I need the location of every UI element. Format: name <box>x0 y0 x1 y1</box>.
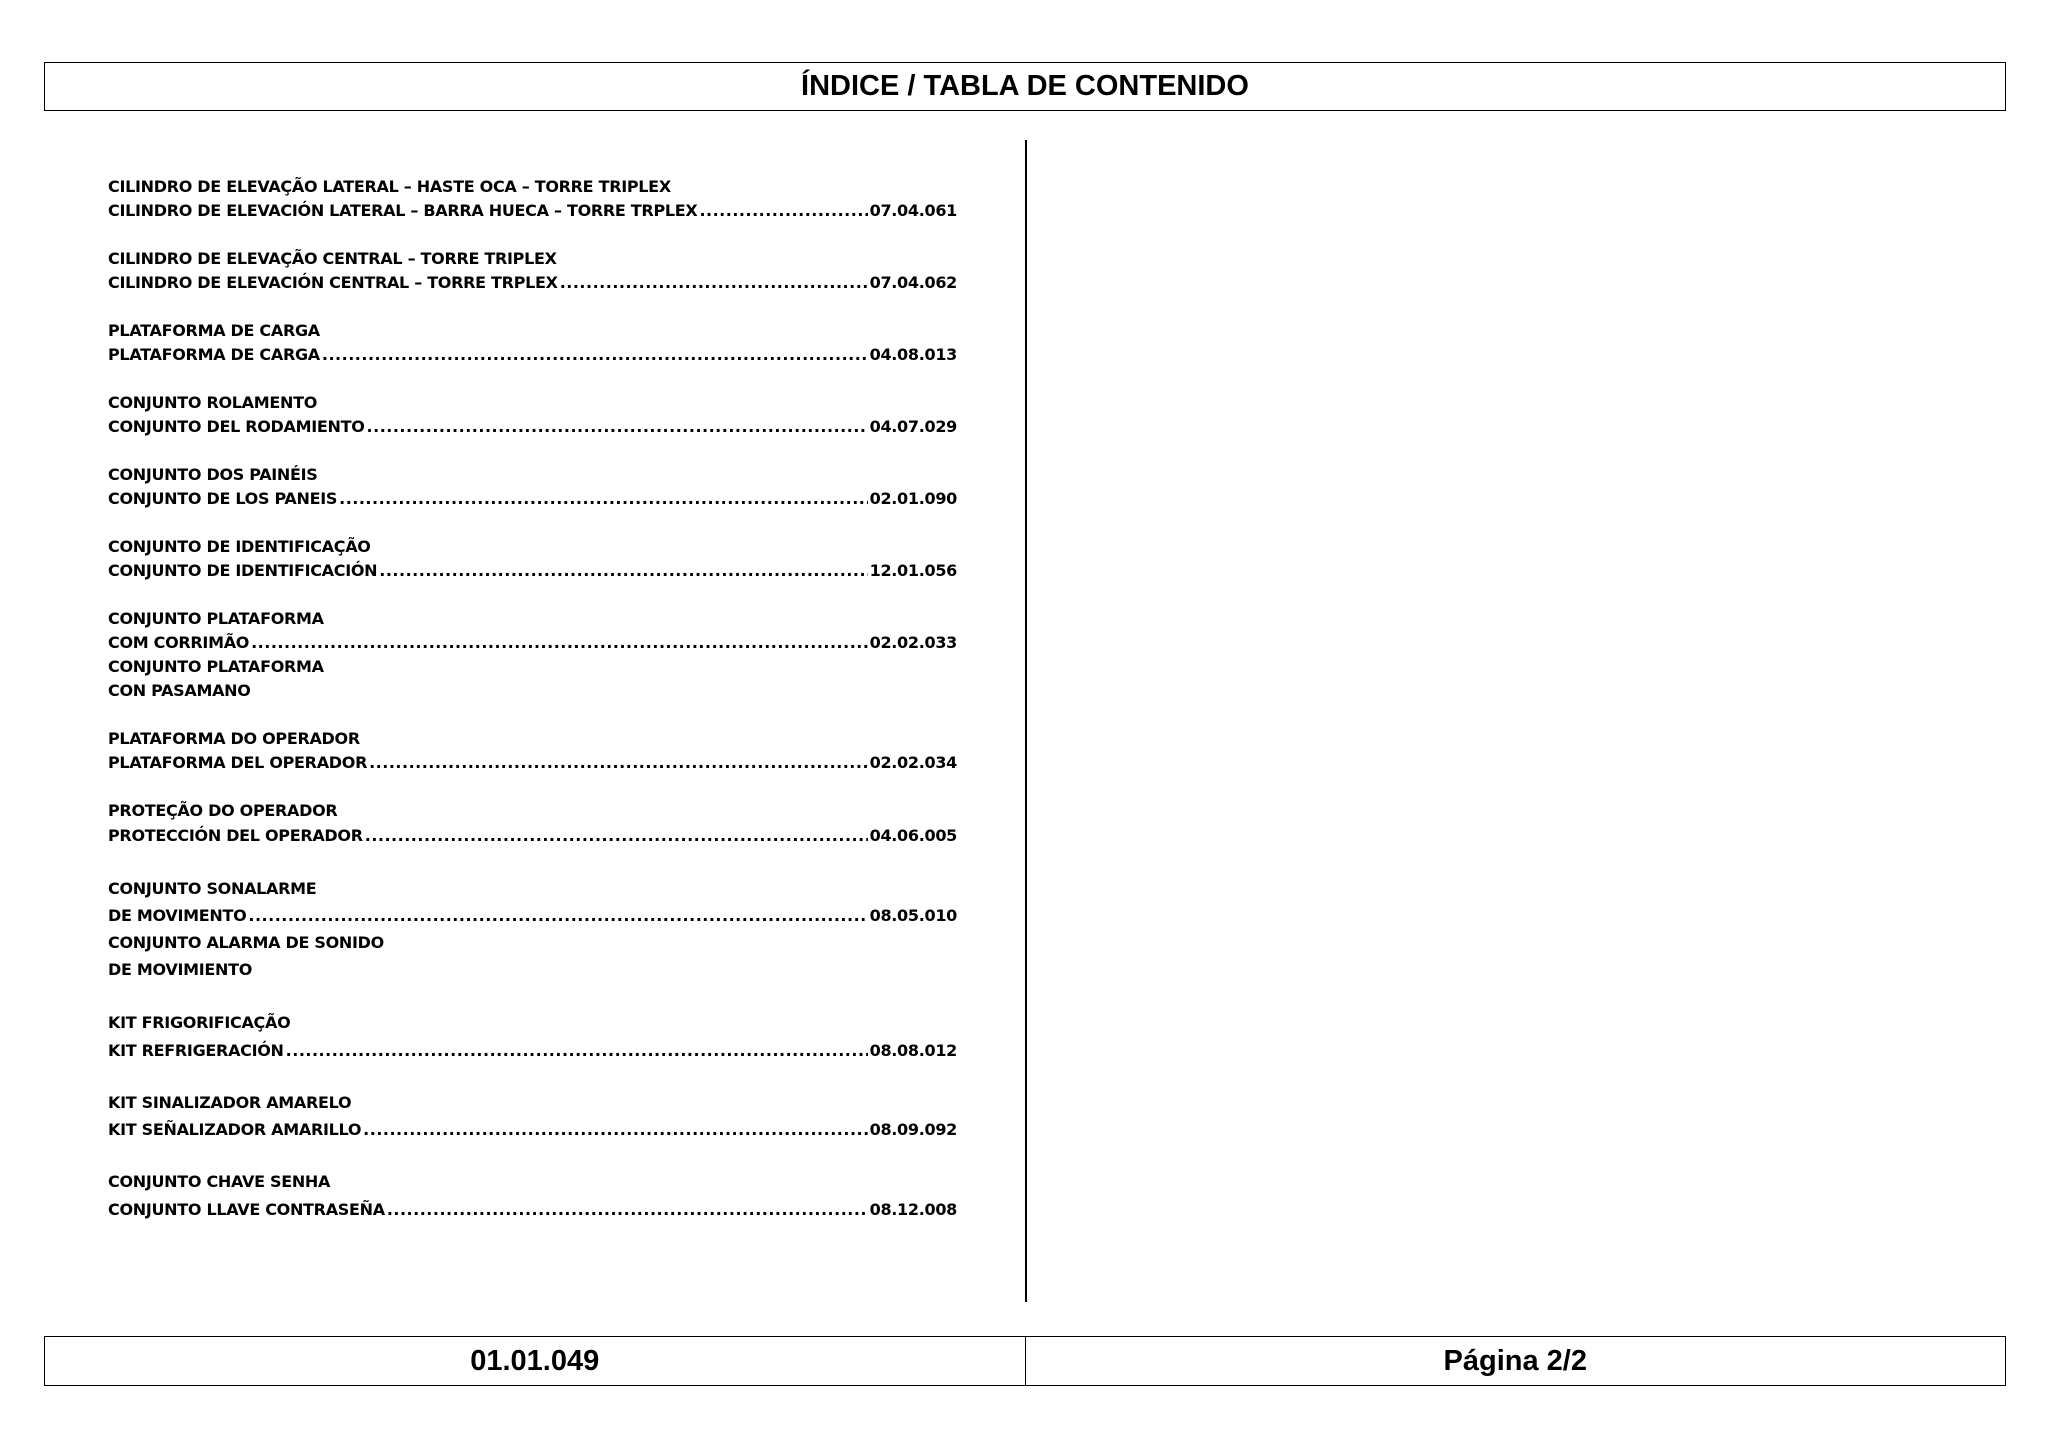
toc-entry-label: CONJUNTO ALARMA DE SONIDO <box>108 933 384 952</box>
toc-entry-code: 08.08.012 <box>869 1041 957 1060</box>
toc-entry-label: DE MOVIMIENTO <box>108 960 253 979</box>
toc-entry-code: 07.04.062 <box>869 273 957 292</box>
toc-entry-label: KIT FRIGORIFICAÇÃO <box>108 1013 291 1032</box>
toc-entry-code: 04.06.005 <box>869 826 957 845</box>
toc-entry-label: CONJUNTO SONALARME <box>108 879 317 898</box>
toc-entry-label: KIT SINALIZADOR AMARELO <box>108 1093 352 1112</box>
toc-entry-line-with-page-code <box>108 751 957 775</box>
toc-entry-code: 08.09.092 <box>869 1120 957 1139</box>
toc-entry-line-with-page-code <box>108 487 957 511</box>
dot-leader <box>379 559 867 583</box>
toc-entry-label: PLATAFORMA DE CARGA <box>108 321 320 340</box>
toc-entry-line-with-page-code <box>108 199 957 223</box>
toc-entry-code: 04.07.029 <box>869 417 957 436</box>
toc-entry-line-with-page-code <box>108 343 957 367</box>
toc-entry-line-with-page-code <box>108 271 957 295</box>
document-code: 01.01.049 <box>470 1344 600 1377</box>
dot-leader <box>369 751 868 775</box>
toc-entry-label: CONJUNTO DOS PAINÉIS <box>108 465 318 484</box>
toc-entry-label: PLATAFORMA DE CARGA <box>108 345 320 364</box>
toc-entry-line-with-page-code <box>108 1039 957 1063</box>
dot-leader <box>251 631 868 655</box>
dot-leader <box>339 487 868 511</box>
header-box <box>44 62 2006 111</box>
dot-leader <box>286 1039 868 1063</box>
page-number: Página 2/2 <box>1025 1337 2006 1385</box>
toc-entry-line-with-page-code <box>108 1198 957 1222</box>
toc-entry-code: 02.02.033 <box>869 633 957 652</box>
toc-entry-line-with-page-code <box>108 904 957 928</box>
toc-entry-label: PROTEÇÃO DO OPERADOR <box>108 801 338 820</box>
dot-leader <box>363 1118 867 1142</box>
dot-leader <box>367 415 868 439</box>
toc-entry-label: CONJUNTO LLAVE CONTRASEÑA <box>108 1200 385 1219</box>
dot-leader <box>322 343 868 367</box>
dot-leader <box>699 199 867 223</box>
toc-entry-label: CONJUNTO PLATAFORMA <box>108 657 324 676</box>
toc-entry-label: CON PASAMANO <box>108 681 251 700</box>
toc-entry-label: PLATAFORMA DO OPERADOR <box>108 729 360 748</box>
toc-entry-label: CONJUNTO DE LOS PANEIS <box>108 489 338 508</box>
toc-entry-code: 04.08.013 <box>869 345 957 364</box>
toc-entry-label: COM CORRIMÃO <box>108 633 250 652</box>
toc-entry-label: CONJUNTO ROLAMENTO <box>108 393 318 412</box>
toc-entry-label: KIT REFRIGERACIÓN <box>108 1041 284 1060</box>
toc-entry-label: CONJUNTO PLATAFORMA <box>108 609 324 628</box>
toc-entry-label: CILINDRO DE ELEVAÇÃO CENTRAL – TORRE TRIPLEX <box>108 249 557 268</box>
toc-entry-label: PLATAFORMA DEL OPERADOR <box>108 753 368 772</box>
footer-box <box>44 1336 2006 1386</box>
toc-entry-label: PROTECCIÓN DEL OPERADOR <box>108 826 363 845</box>
toc-entry-label: CILINDRO DE ELEVACIÓN CENTRAL – TORRE TRPLEX <box>108 273 558 292</box>
toc-entry-line-with-page-code <box>108 559 957 583</box>
column-divider <box>1025 140 1027 1302</box>
dot-leader <box>560 271 868 295</box>
toc-entry-label: CONJUNTO DEL RODAMIENTO <box>108 417 365 436</box>
toc-entry-code: 08.12.008 <box>869 1200 957 1219</box>
dot-leader <box>365 824 868 848</box>
dot-leader <box>248 904 867 928</box>
toc-entry-label: CONJUNTO DE IDENTIFICAÇÃO <box>108 537 371 556</box>
toc-entry-code: 08.05.010 <box>869 906 957 925</box>
toc-entry-code: 02.02.034 <box>869 753 957 772</box>
toc-entry-line-with-page-code <box>108 631 957 655</box>
toc-entry-line-with-page-code <box>108 1118 957 1142</box>
toc-entry-code: 12.01.056 <box>869 561 957 580</box>
toc-entry-label: CONJUNTO DE IDENTIFICACIÓN <box>108 561 378 580</box>
dot-leader <box>387 1198 868 1222</box>
toc-entry-label: CONJUNTO CHAVE SENHA <box>108 1172 331 1191</box>
toc-entry-line-with-page-code <box>108 415 957 439</box>
toc-entry-line-with-page-code <box>108 824 957 848</box>
toc-entry-label: CILINDRO DE ELEVACIÓN LATERAL – BARRA HUECA – TORRE TRPLEX <box>108 201 698 220</box>
toc-entry-code: 02.01.090 <box>869 489 957 508</box>
toc-entry-code: 07.04.061 <box>869 201 957 220</box>
page-title: ÍNDICE / TABLA DE CONTENIDO <box>801 70 1249 102</box>
toc-entry-label: KIT SEÑALIZADOR AMARILLO <box>108 1120 362 1139</box>
toc-entry-label: CILINDRO DE ELEVAÇÃO LATERAL – HASTE OCA – TORRE TRIPLEX <box>108 177 671 196</box>
toc-entry-label: DE MOVIMENTO <box>108 906 247 925</box>
